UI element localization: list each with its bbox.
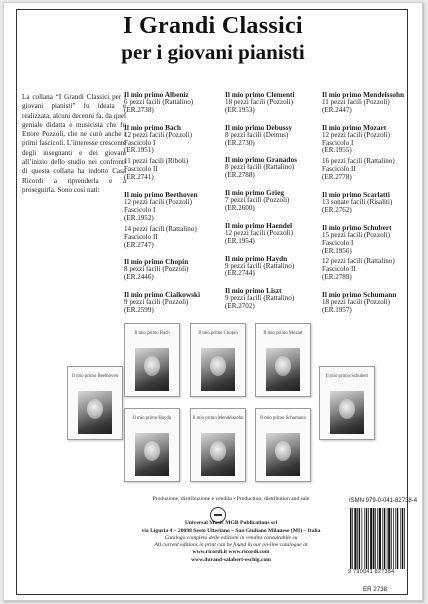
catalog-entry-line: 14 pezzi facili (Rattalino)	[124, 224, 197, 233]
catalog-entry-title: Il mio primo Granados	[225, 155, 297, 165]
book-cover-title: Il mio primo Mozart	[263, 331, 303, 336]
composer-portrait	[135, 348, 169, 391]
catalog-entry	[322, 124, 420, 182]
book-cover-title: Il mio primo Chopin	[198, 331, 238, 336]
catalog-entry-title: Il mio primo Haydn	[225, 253, 288, 263]
catalog-entry-line: (ER.2788)	[225, 171, 255, 180]
book-cover-title: Il mio primo Haydn	[132, 416, 172, 421]
catalog-entry-line: 12 pezzi facili (Pozzoli)	[124, 130, 192, 139]
composer-portrait	[266, 433, 300, 476]
catalog-entry-line: Fascicolo I	[322, 238, 354, 247]
catalog-entry	[124, 124, 222, 182]
catalog-entry-line: Fascicolo II	[124, 232, 158, 241]
catalog-entry	[322, 291, 420, 315]
catalog-entry-line: (ER.2762)	[322, 205, 352, 214]
book-cover-schubert	[319, 366, 375, 440]
catalog-entry-line: (ER.1955)	[322, 146, 352, 155]
publisher-logo-icon	[210, 507, 226, 523]
catalog-entry-line: 18 pezzi facili (Pozzoli)	[225, 97, 293, 106]
catalog-entry-line: 16 pezzi facili (Rattalino)	[322, 157, 395, 166]
catalog-entry-line: 9 pezzi facili (Pozzoli)	[124, 298, 189, 307]
series-title-line1: I Grandi Classici	[123, 13, 303, 39]
book-cover-beethoven	[67, 366, 123, 440]
composer-portrait	[78, 391, 112, 434]
publisher-name: Universal Music MGB Publications srl	[184, 520, 278, 527]
catalog-entry-line: (ER.2600)	[225, 203, 255, 212]
production-line: Produzione, distribuzione e vendita • Production, distribution and sale	[152, 496, 310, 502]
catalog-column-1	[124, 91, 222, 324]
catalog-entry-line: 18 pezzi facili (Pozzoli)	[322, 298, 390, 307]
catalog-entry-title: Il mio primo Grieg	[225, 188, 284, 198]
publisher-footer	[116, 496, 346, 564]
catalog-entry-line: Fascicolo I	[124, 205, 156, 214]
catalog-note-en: All current editions in print can be found in our on-line catalogue at	[154, 542, 308, 549]
catalog-entry-line: 7 pezzi facili (Pozzoli)	[225, 196, 290, 205]
catalog-entry-title: Il mio primo Ciaikowski	[124, 290, 201, 300]
catalog-entry-line: 11 pezzi facili (Pozzoli)	[322, 97, 390, 106]
barcode-icon	[350, 508, 410, 569]
catalog-entry	[124, 191, 222, 249]
barcode-number: 9 790041 827384	[348, 569, 395, 575]
book-cover-title: Il mio primo Mendelssohn	[192, 416, 244, 421]
catalog-entry	[225, 287, 323, 311]
catalog-entry-title: Il mio primo Chopin	[124, 257, 189, 267]
catalog-entry-line: (ER.2599)	[124, 305, 154, 314]
book-cover-title: Il mio primo Beethoven	[72, 374, 118, 379]
catalog-entry	[322, 224, 420, 282]
catalog-entry	[225, 222, 323, 246]
catalog-entry-title: Il mio primo Beethoven	[124, 190, 198, 200]
catalog-entry	[225, 255, 323, 279]
catalog-entry-title: Il mio primo Clementi	[225, 90, 295, 99]
catalog-entry-line: Fascicolo I	[124, 138, 156, 147]
catalog-entry-line: 6 pezzi facili (Rattalino)	[124, 97, 194, 106]
book-cover-bach	[124, 323, 180, 397]
catalog-entry-line: (ER.2744)	[225, 269, 255, 278]
catalog-entry	[225, 91, 323, 115]
catalog-entry-line: (ER.1952)	[124, 213, 154, 222]
catalog-entry-line: (ER.2741)	[124, 173, 154, 182]
catalog-entry-line: (ER.2446)	[124, 273, 154, 282]
catalog-entry-title: Il mio primo Bach	[124, 122, 181, 132]
book-cover-schumann	[255, 408, 311, 482]
catalog-entry	[225, 189, 323, 213]
catalog-entry-line: (ER.1957)	[322, 305, 352, 314]
series-intro-text: La collana “I Grandi Classici per i giovani pianisti” fu ideata e realizzata, alcuni decenni fa, da quel geniale didatta e musicista che fu Ettore Pozzoli, che ne curò anche i primi fascicoli. L’interesse crescente degli insegnanti e dei giovani all’inizio dello studio nei confronti di questa collana ha indotto Casa Ricordi a riprenderla e a proseguirla. Sono così nati:	[22, 93, 126, 194]
catalog-entry-line: (ER.2730)	[225, 138, 255, 147]
book-cover-title: Il mio primo Schumann	[260, 416, 306, 421]
catalog-entry	[225, 156, 323, 180]
book-cover-mendelssohn	[190, 408, 246, 482]
catalog-entry-line: 12 pezzi facili (Pozzoli)	[322, 130, 390, 139]
back-cover-page	[3, 2, 423, 601]
catalog-entry-line: (ER.1953)	[225, 105, 255, 114]
catalog-entry-line: 8 pezzi facili (Rattalino)	[225, 163, 295, 172]
composer-portrait	[266, 348, 300, 391]
catalog-column-3	[322, 91, 420, 324]
catalog-entry	[124, 258, 222, 282]
catalog-entry	[225, 124, 323, 148]
composer-portrait	[330, 391, 364, 434]
catalog-entry-line: (ER.1954)	[225, 236, 255, 245]
catalog-entry	[322, 191, 420, 215]
catalog-entry-title: Il mio primo Liszt	[225, 286, 282, 296]
series-title-line2: per i giovani pianisti	[121, 40, 305, 64]
catalog-entry-line: (ER.2789)	[322, 273, 352, 282]
catalog-entry-line: (ER.1956)	[322, 246, 352, 255]
composer-portrait	[201, 348, 235, 391]
catalog-entry-line: 9 pezzi facili (Rattalino)	[225, 294, 295, 303]
catalog-note-it: Catalogo completo delle edizioni in vendita consultabile su	[164, 534, 298, 541]
catalog-entry-line: (ER.2747)	[124, 240, 154, 249]
catalog-entry-title: Il mio primo Albeniz	[124, 90, 189, 99]
book-cover-title: Il mio primo Schubert	[325, 374, 369, 379]
catalog-entry-line: 12 pezzi facili (Pozzoli)	[225, 228, 293, 237]
catalog-entry-line: 12 pezzi facili (Pozzoli)	[124, 197, 192, 206]
website-link-durand: www.durand-salabert-eschig.com	[191, 556, 271, 563]
catalog-entry-line: (ER.2738)	[124, 105, 154, 114]
catalog-entry-line: 9 pezzi facili (Rattalino)	[225, 261, 295, 270]
website-links: www.ricordi.it www.ricordi.com	[192, 549, 270, 556]
catalog-entry-line: (ER.1951)	[124, 146, 154, 155]
catalog-entry-title: Il mio primo Haendel	[225, 220, 293, 230]
catalog-entry-line: Fascicolo II	[322, 165, 356, 174]
catalog-entry-line: (ER.2447)	[322, 105, 352, 114]
catalog-number: ER 2738	[363, 586, 388, 593]
catalog-entry	[124, 291, 222, 315]
composer-portrait	[135, 433, 169, 476]
catalog-entry-line: (ER.2702)	[225, 302, 255, 311]
book-cover-haydn	[124, 408, 180, 482]
catalog-entry-title: Il mio primo Mendelssohn	[322, 90, 405, 99]
book-cover-chopin	[190, 323, 246, 397]
catalog-entry-title: Il mio primo Scarlatti	[322, 190, 390, 200]
catalog-entry-line: 11 pezzi facili (Riboli)	[124, 157, 189, 166]
catalog-entry-line: Fascicolo II	[322, 265, 356, 274]
catalog-entry-line: 8 pezzi facili (Demus)	[225, 130, 289, 139]
catalog-entry-title: Il mio primo Schumann	[322, 290, 397, 300]
catalog-entry-line: Fascicolo I	[322, 138, 354, 147]
ismn-code: ISMN 979-0-041-82738-4	[349, 498, 418, 504]
book-cover-title: Il mio primo Bach	[134, 331, 170, 336]
catalog-entry	[322, 91, 420, 115]
catalog-entry-title: Il mio primo Mozart	[322, 122, 387, 132]
catalog-entry	[124, 91, 222, 115]
catalog-entry-line: 13 sonate facili (Risaliti)	[322, 197, 393, 206]
catalog-entry-line: 12 pezzi facili (Rattalino)	[322, 257, 395, 266]
publisher-address: via Liguria 4 – 20098 Sesto Ulteriano – San Giuliano Milanese (MI) – Italia	[141, 527, 321, 534]
catalog-entry-line: 15 pezzi facili (Pozzoli)	[322, 230, 390, 239]
catalog-entry-line: Fascicolo II	[124, 165, 158, 174]
catalog-entry-line: 8 pezzi facili (Pozzoli)	[124, 265, 189, 274]
catalog-column-2	[225, 91, 323, 320]
catalog-entry-title: Il mio primo Schubert	[322, 222, 392, 232]
catalog-entry-title: Il mio primo Debussy	[225, 122, 293, 132]
catalog-entry-line: (ER.2778)	[322, 173, 352, 182]
composer-portrait	[201, 433, 235, 476]
book-cover-mozart	[255, 323, 311, 397]
